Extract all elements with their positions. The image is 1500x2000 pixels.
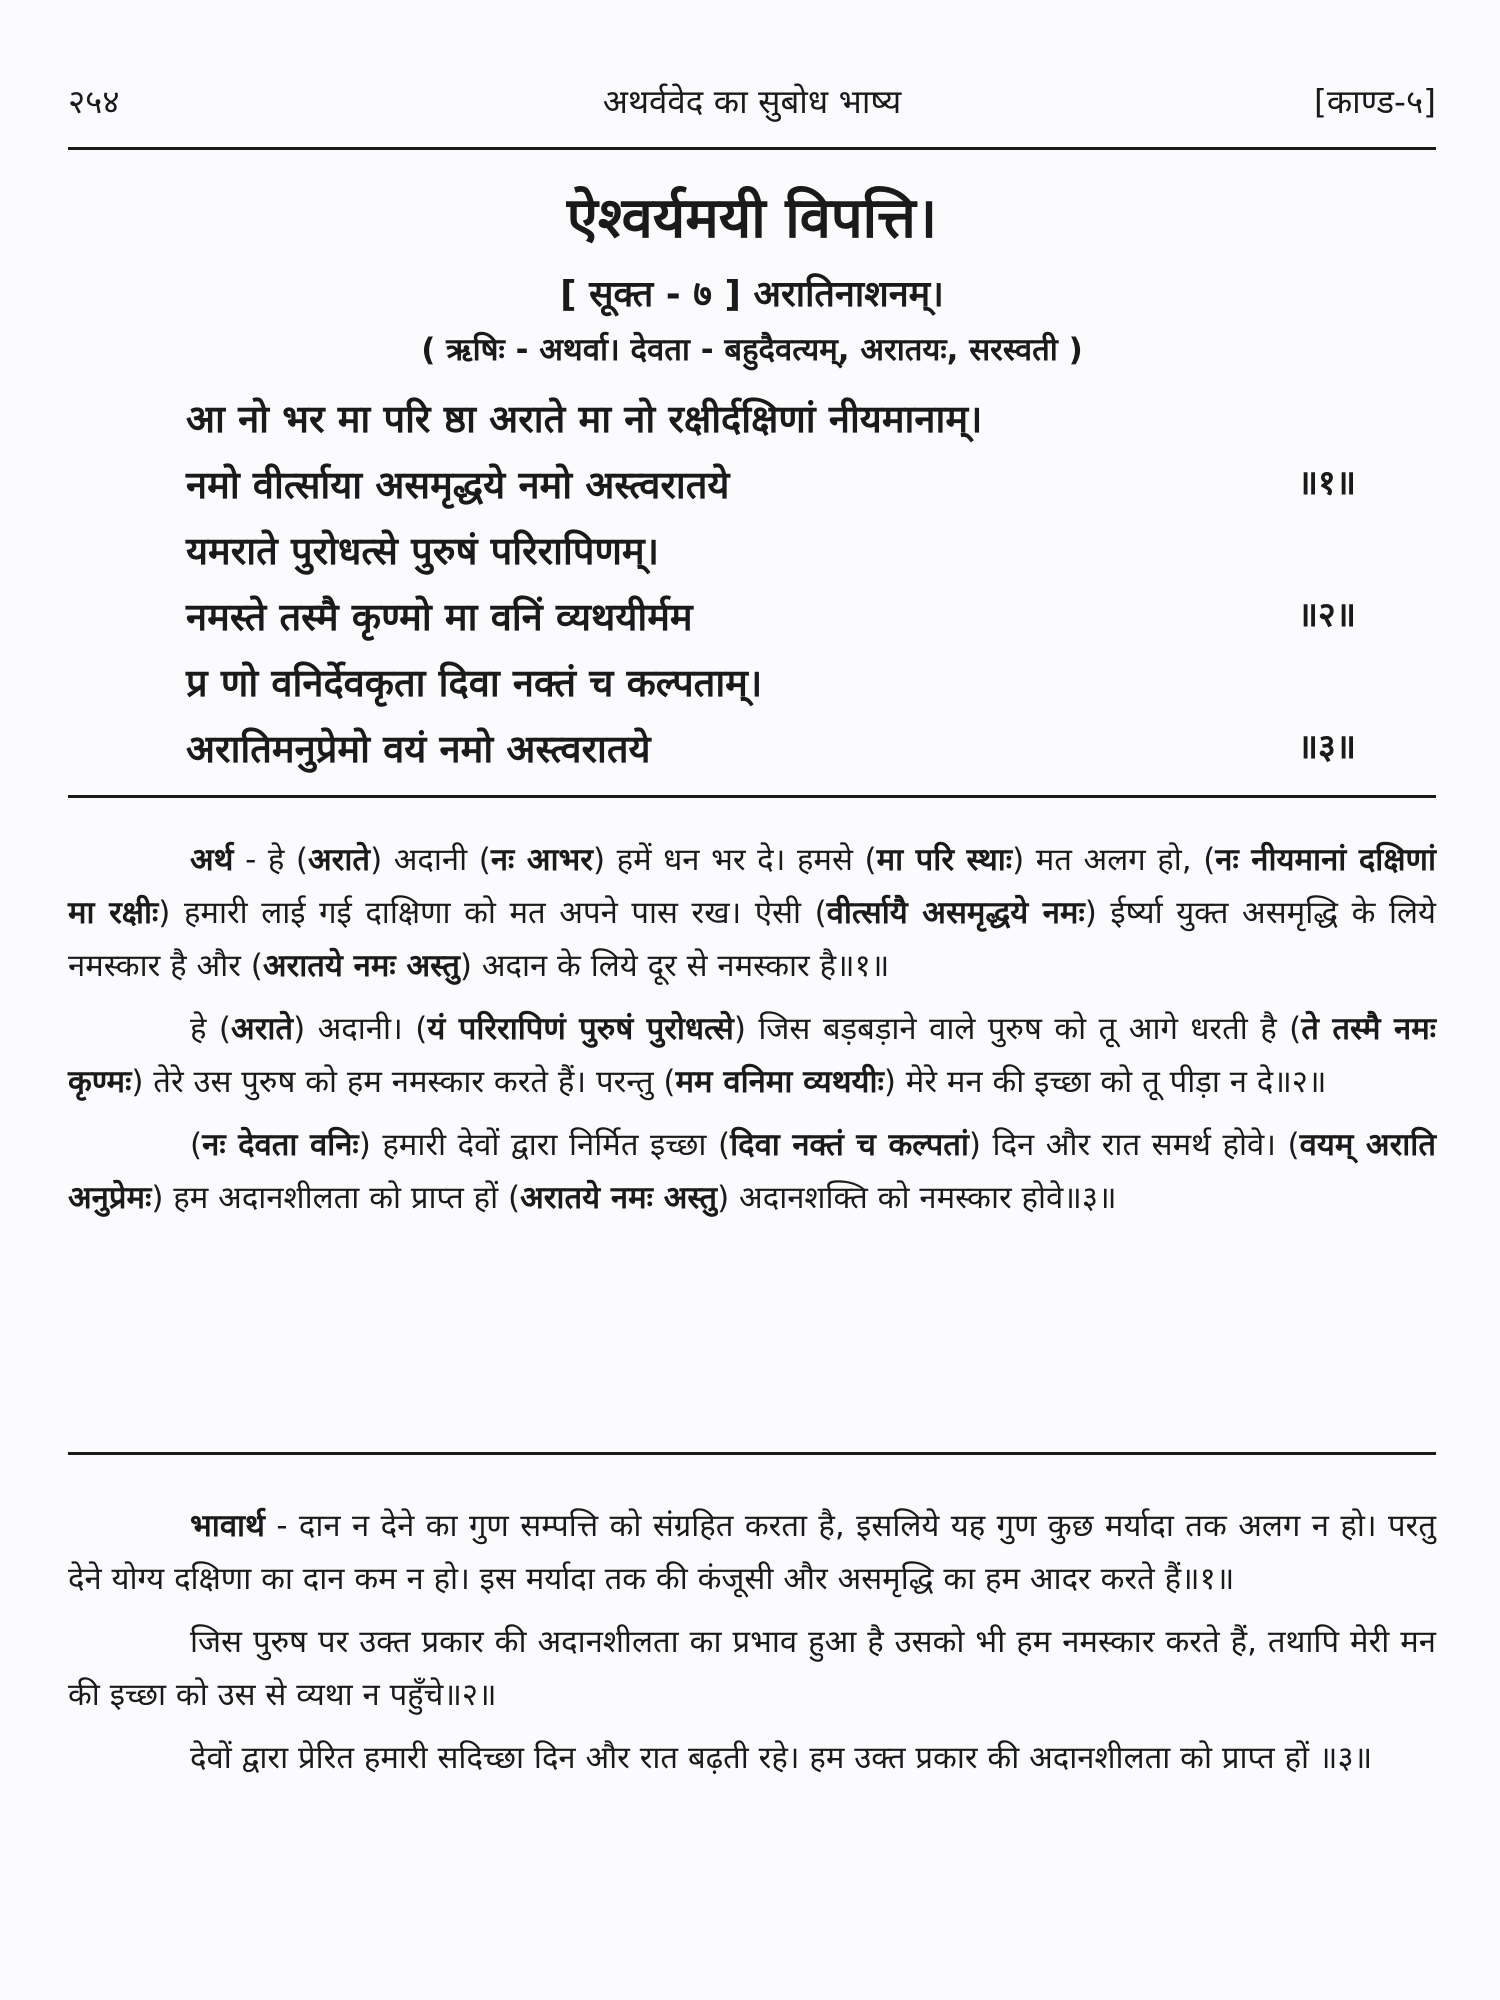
verse-line bbox=[186, 584, 1356, 650]
text-run: हे ( bbox=[190, 1011, 232, 1047]
verse-text: आ नो भर मा परि ष्ठा अराते मा नो रक्षीर्दक्षिणां नीयमानाम्। bbox=[186, 397, 983, 441]
text-run: ) अदानी ( bbox=[370, 842, 491, 878]
verse-number: ॥२॥ bbox=[1297, 595, 1356, 635]
bhavartha-paragraph bbox=[68, 1732, 1436, 1785]
verse-number: ॥१॥ bbox=[1297, 463, 1356, 503]
bold-term: वीर्त्सायै असमृद्धये नमः bbox=[826, 895, 1085, 931]
verse-line bbox=[186, 716, 1356, 782]
text-run: - हे ( bbox=[233, 842, 308, 878]
text-run: जिस पुरुष पर उक्त प्रकार की अदानशीलता का प्रभाव हुआ है उसको भी हम नमस्कार करते हैं, तथापि मेरी मन की इच्छा को उस से व्यथा न पहुँचे॥२॥ bbox=[68, 1624, 1436, 1713]
verse-text: यमराते पुरोधत्से पुरुषं परिरापिणम्। bbox=[186, 529, 660, 573]
text-run: ( bbox=[190, 1127, 203, 1163]
bhavartha-section bbox=[68, 1500, 1436, 1795]
text-run: ) ईर्ष्या युक्त असमृद्धि के लिये नमस्कार है और ( bbox=[68, 895, 1436, 984]
bold-term: वयम् अराति अनुप्रेमः bbox=[68, 1127, 1436, 1216]
artha-paragraph bbox=[68, 1119, 1436, 1225]
bold-term: अरातये नमः अस्तु bbox=[520, 1180, 718, 1216]
bold-term: नः नीयमानां दक्षिणां मा रक्षीः bbox=[68, 842, 1436, 931]
kanda-label: [काण्ड-५] bbox=[1313, 82, 1436, 121]
text-run: ) दिन और रात समर्थ होवे। ( bbox=[968, 1127, 1300, 1163]
verse-text: अरातिमनुप्रेमो वयं नमो अस्त्वरातये bbox=[186, 727, 651, 771]
verse-line bbox=[186, 518, 1356, 584]
verse-line bbox=[186, 650, 1356, 716]
bold-term: नः देवता वनिः bbox=[202, 1127, 359, 1163]
text-run: ) अदान के लिये दूर से नमस्कार है॥१॥ bbox=[459, 948, 890, 984]
verse-rule bbox=[68, 795, 1436, 798]
bhavartha-paragraph bbox=[68, 1500, 1436, 1606]
text-run: ) तेरे उस पुरुष को हम नमस्कार करते हैं। परन्तु ( bbox=[131, 1064, 676, 1100]
artha-section bbox=[68, 834, 1436, 1235]
page-title: ऐश्वर्यमयी विपत्ति। bbox=[566, 186, 938, 251]
verse-line bbox=[186, 452, 1356, 518]
text-run: देवों द्वारा प्रेरित हमारी सदिच्छा दिन और रात बढ़ती रहे। हम उक्त प्रकार की अदानशीलता को प्राप्त हों ॥३॥ bbox=[190, 1740, 1373, 1776]
bold-term: मा परि स्थाः bbox=[876, 842, 1013, 878]
verse-text: नमस्ते तस्मै कृण्मो मा वनिं व्यथयीर्मम bbox=[186, 595, 693, 639]
header-rule bbox=[68, 147, 1436, 150]
bold-term: अर्थ bbox=[190, 842, 234, 878]
meaning-rule bbox=[68, 1452, 1436, 1455]
sukta-heading: [ सूक्त - ७ ] अरातिनाशनम्। bbox=[560, 274, 944, 315]
text-run: ) जिस बड़बड़ाने वाले पुरुष को तू आगे धरती है ( bbox=[733, 1011, 1302, 1047]
text-run: ) अदानशक्ति को नमस्कार होवे॥३॥ bbox=[717, 1180, 1117, 1216]
bold-term: यं परिरापिणं पुरुषं पुरोधत्से bbox=[427, 1011, 734, 1047]
bold-term: अराते bbox=[231, 1011, 294, 1047]
bold-term: मम वनिमा व्यथयीः bbox=[675, 1064, 884, 1100]
bold-term: ते तस्मै नमः कृण्मः bbox=[68, 1011, 1436, 1100]
page-number: २५४ bbox=[68, 82, 120, 121]
text-run: ) मेरे मन की इच्छा को तू पीड़ा न दे॥२॥ bbox=[883, 1064, 1327, 1100]
text-run: ) अदानी। ( bbox=[293, 1011, 428, 1047]
text-run: ) हम अदानशीलता को प्राप्त हों ( bbox=[151, 1180, 521, 1216]
verse-text: नमो वीर्त्साया असमृद्धये नमो अस्त्वरातये bbox=[186, 463, 730, 507]
bold-term: अरातये नमः अस्तु bbox=[262, 948, 460, 984]
artha-paragraph bbox=[68, 1003, 1436, 1109]
book-page bbox=[68, 0, 1436, 2000]
text-run: ) हमें धन भर दे। हमसे ( bbox=[592, 842, 877, 878]
text-run: - दान न देने का गुण सम्पत्ति को संग्रहित करता है, इसलिये यह गुण कुछ मर्यादा तक अलग न हो। परतु देने योग्य दक्षिणा का दान कम न हो। इस मर्यादा तक की कंजूसी और असमृद्धि का हम आदर करते हैं॥१॥ bbox=[68, 1508, 1436, 1597]
text-run: ) हमारी देवों द्वारा निर्मित इच्छा ( bbox=[358, 1127, 731, 1163]
running-header bbox=[68, 78, 1436, 128]
verse-text: प्र णो वनिर्देवकृता दिवा नक्तं च कल्पताम्। bbox=[186, 661, 763, 705]
bold-term: भावार्थ bbox=[190, 1508, 265, 1544]
verse-line bbox=[186, 386, 1356, 452]
verse-number: ॥३॥ bbox=[1297, 727, 1356, 767]
bold-term: दिवा नक्तं च कल्पतां bbox=[730, 1127, 969, 1163]
bold-term: नः आभर bbox=[490, 842, 593, 878]
rishi-devata-line: ( ऋषिः - अथर्वा। देवता - बहुदैवत्यम्, अरातयः, सरस्वती ) bbox=[421, 332, 1083, 368]
text-run: ) मत अलग हो, ( bbox=[1012, 842, 1216, 878]
book-title: अथर्ववेद का सुबोध भाष्य bbox=[602, 82, 902, 121]
bold-term: अराते bbox=[308, 842, 371, 878]
bhavartha-paragraph bbox=[68, 1616, 1436, 1722]
text-run: ) हमारी लाई गई दाक्षिणा को मत अपने पास रख। ऐसी ( bbox=[158, 895, 827, 931]
verse-block bbox=[186, 386, 1356, 782]
artha-paragraph bbox=[68, 834, 1436, 993]
